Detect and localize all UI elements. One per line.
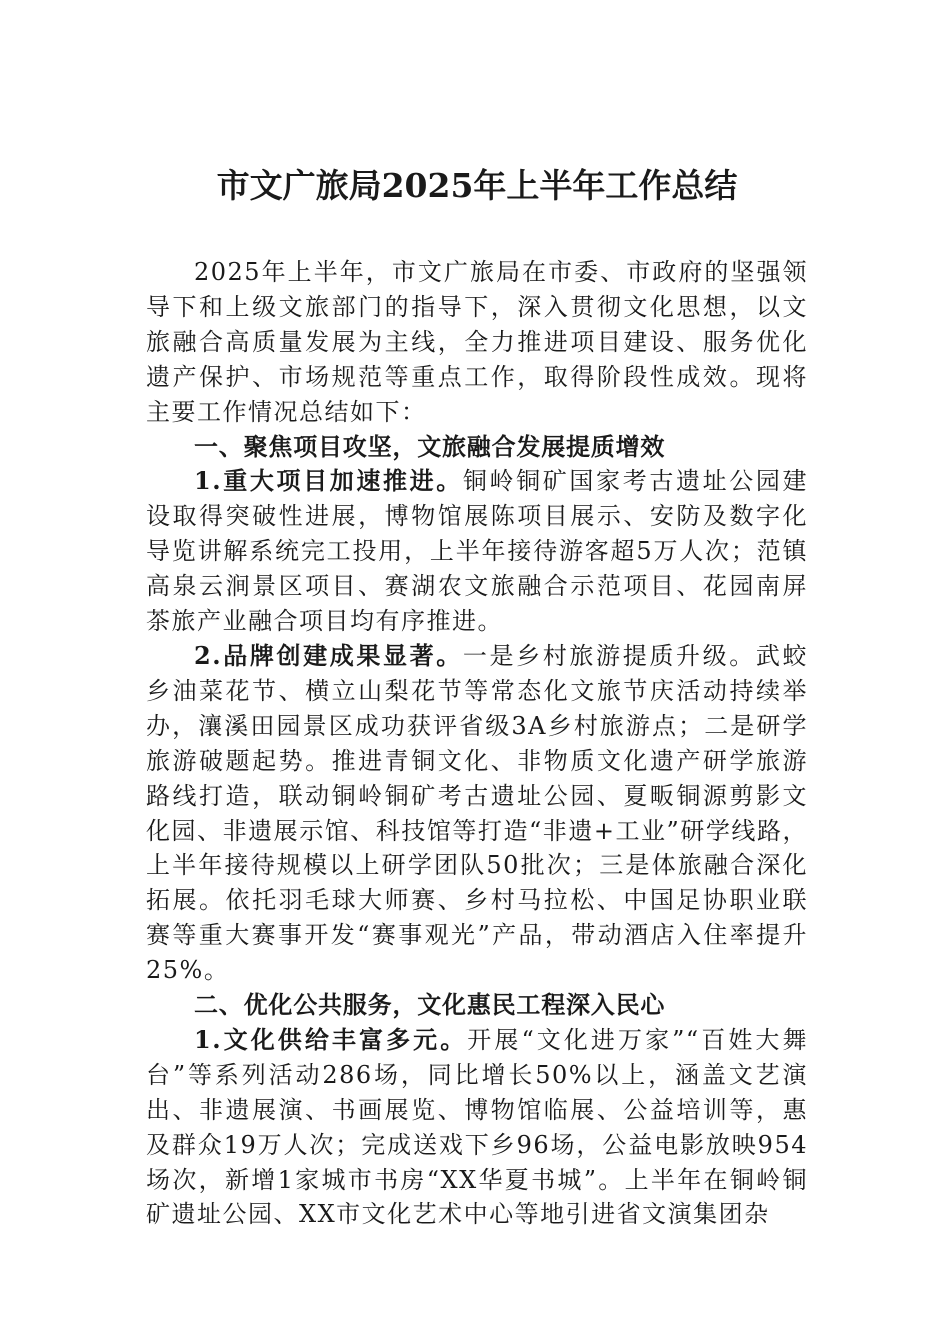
section-1-item-2-lead: 2.品牌创建成果显著。	[194, 640, 463, 670]
section-1-heading: 一、聚焦项目攻坚，文旅融合发展提质增效	[194, 431, 666, 461]
section-1-item-1	[146, 464, 808, 639]
section-1-item-1-lead: 1.重大项目加速推进。	[194, 466, 463, 496]
section-1-item-2-text: 一是乡村旅游提质升级。武蛟乡油菜花节、横立山梨花节等常态化文旅节庆活动持续举办，瀼溪田园景区成功获评省级3A乡村旅游点；二是研学旅游破题起势。推进青铜文化、非物质文化遗产研学旅游路线打造，联动铜岭铜矿考古遗址公园、夏畈铜源剪影文化园、非遗展示馆、科技馆等打造“非遗+工业”研学线路，上半年接待规模以上研学团队50批次；三是体旅融合深化拓展。依托羽毛球大师赛、乡村马拉松、中国足协职业联赛等重大赛事开发“赛事观光”产品，带动酒店入住率提升25%。	[146, 641, 808, 985]
section-2-item-1	[146, 1023, 808, 1232]
document-body	[146, 255, 808, 1232]
section-2-item-1-lead: 1.文化供给丰富多元。	[194, 1024, 468, 1054]
document-title: 市文广旅局2025年上半年工作总结	[216, 166, 738, 205]
section-2-item-1-text: 开展“文化进万家”“百姓大舞台”等系列活动286场，同比增长50%以上，涵盖文艺演出、非遗展演、书画展览、博物馆临展、公益培训等，惠及群众19万人次；完成送戏下乡96场，公益电影放映954场次，新增1家城市书房“XX华夏书城”。上半年在铜岭铜矿遗址公园、XX市文化艺术中心等地引进省文演集团杂	[146, 1025, 808, 1229]
intro-paragraph: 2025年上半年，市文广旅局在市委、市政府的坚强领导下和上级文旅部门的指导下，深入贯彻文化思想，以文旅融合高质量发展为主线，全力推进项目建设、服务优化遗产保护、市场规范等重点工作，取得阶段性成效。现将主要工作情况总结如下：	[146, 258, 808, 426]
section-1-item-1-text: 铜岭铜矿国家考古遗址公园建设取得突破性进展，博物馆展陈项目展示、安防及数字化导览讲解系统完工投用，上半年接待游客超5万人次；范镇高泉云涧景区项目、赛湖农文旅融合示范项目、花园南屏茶旅产业融合项目均有序推进。	[146, 467, 808, 636]
section-2-heading: 二、优化公共服务，文化惠民工程深入民心	[194, 990, 666, 1020]
section-1-item-2	[146, 639, 808, 988]
